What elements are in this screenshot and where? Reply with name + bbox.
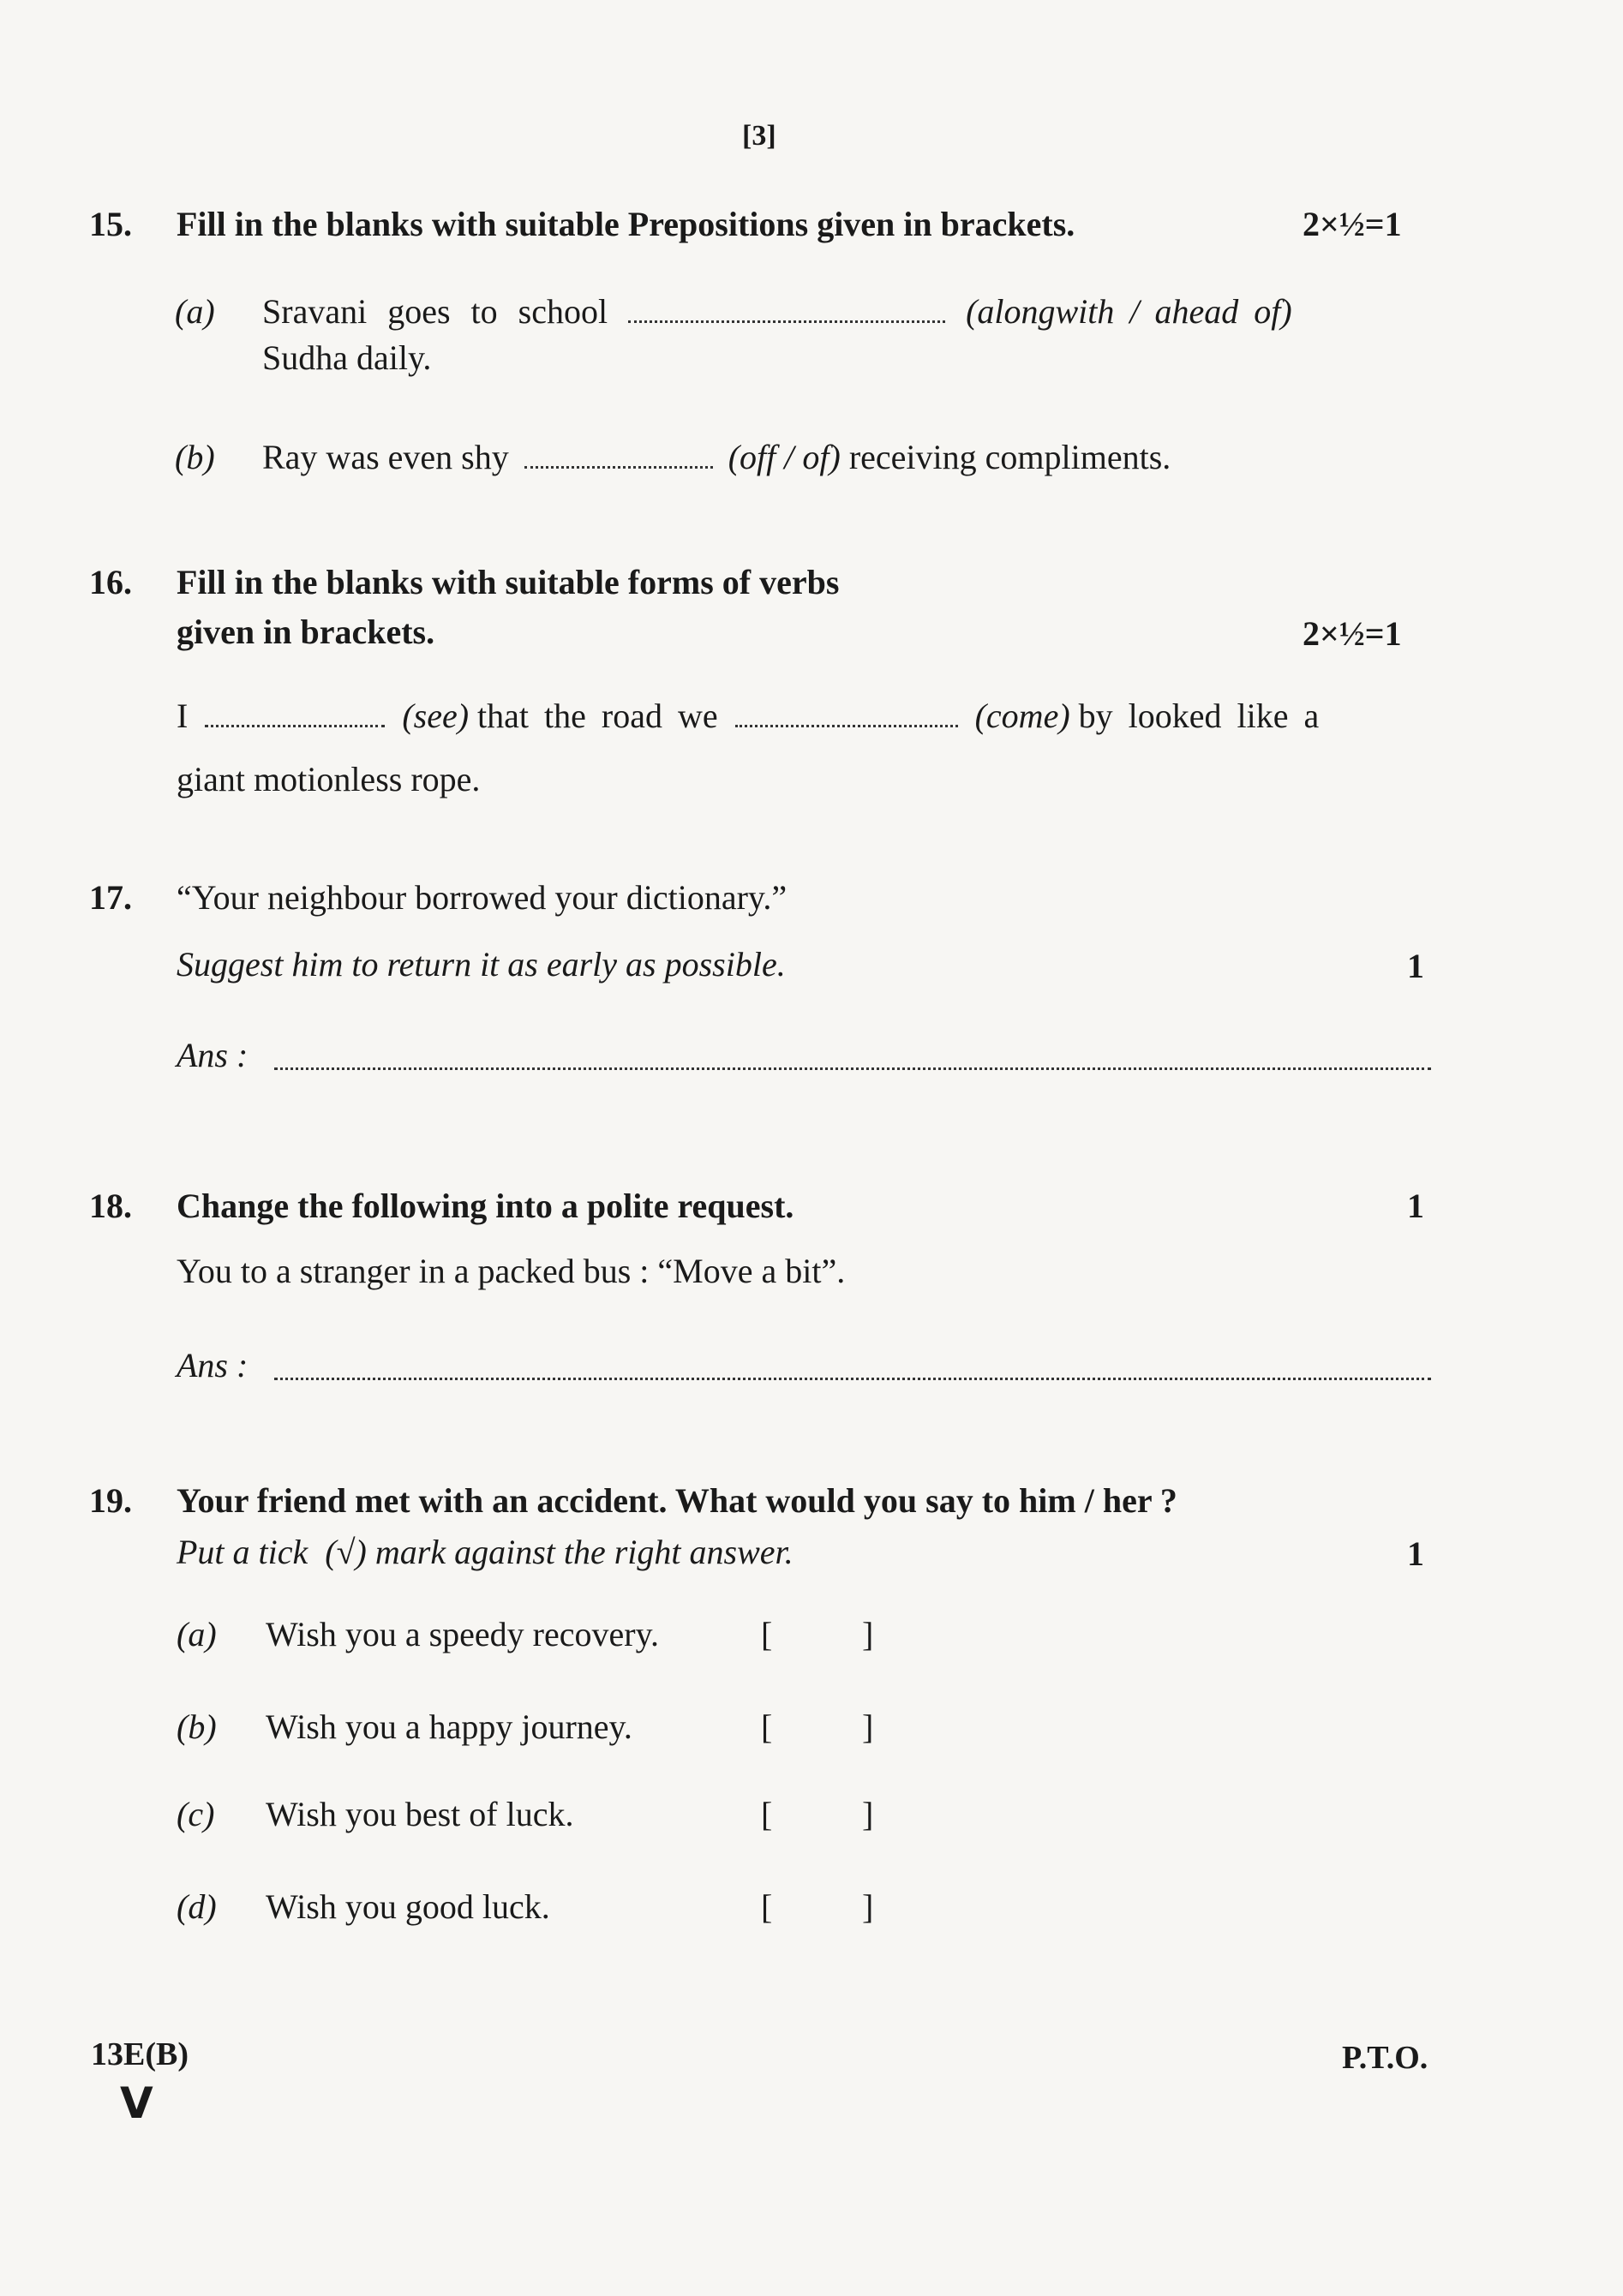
question-16-marks: 2×½=1 (1303, 614, 1402, 653)
question-16-blank-2[interactable] (735, 699, 958, 727)
question-15-marks: 2×½=1 (1303, 205, 1402, 243)
pto-label: P.T.O. (1342, 2040, 1428, 2076)
question-19-option-a-label: (a) (177, 1615, 217, 1653)
question-18-number: 18. (89, 1187, 132, 1225)
bracket-close: ] (862, 1887, 874, 1926)
question-16-instruction-line2: given in brackets. (177, 613, 435, 651)
question-16-t2: that the road we (477, 697, 718, 735)
question-19-option-b-label: (b) (177, 1707, 217, 1746)
question-19-option-a-tickbox[interactable] (761, 1614, 881, 1654)
question-15-number: 15. (89, 205, 132, 243)
paper-code: 13E(B) (91, 2036, 189, 2072)
question-17-number: 17. (89, 878, 132, 917)
bracket-open: [ (761, 1707, 773, 1746)
question-19-number: 19. (89, 1481, 132, 1520)
question-19-sub: Put a tick (√) mark against the right answer. (177, 1533, 794, 1571)
question-15-b-text (262, 433, 1171, 481)
question-15-b-blank[interactable] (524, 440, 713, 469)
question-15-b-label: (b) (175, 438, 215, 476)
question-15-a-text (262, 288, 1436, 336)
question-15-instruction: Fill in the blanks with suitable Prepositions given in brackets. (177, 205, 1075, 243)
question-19-option-a-text: Wish you a speedy recovery. (266, 1615, 659, 1653)
bracket-close: ] (862, 1615, 874, 1653)
question-17-quote: “Your neighbour borrowed your dictionary.” (177, 878, 788, 917)
question-15-b-text-end: receiving compliments. (848, 438, 1171, 476)
question-15-a-label: (a) (175, 292, 215, 331)
question-16-sentence (177, 692, 1436, 740)
question-17-ans-label: Ans : (177, 1036, 249, 1074)
question-19-option-d-label: (d) (177, 1887, 217, 1926)
question-15-a-text-start: Sravani goes to school (262, 292, 608, 331)
bracket-close: ] (862, 1795, 874, 1833)
bracket-close: ] (862, 1707, 874, 1746)
question-16-blank-1[interactable] (205, 699, 385, 727)
bracket-open: [ (761, 1887, 773, 1926)
bracket-open: [ (761, 1795, 773, 1833)
question-16-number: 16. (89, 563, 132, 601)
bracket-open: [ (761, 1615, 773, 1653)
question-19-option-c-text: Wish you best of luck. (266, 1795, 574, 1833)
question-17-task: Suggest him to return it as early as possible. (177, 945, 786, 984)
page-number: [3] (742, 120, 776, 152)
question-16-t4: giant motionless rope. (177, 760, 481, 798)
question-16-t1: I (177, 697, 189, 735)
question-19-option-b-text: Wish you a happy journey. (266, 1707, 632, 1746)
question-19-option-c-label: (c) (177, 1795, 215, 1833)
question-19-marks: 1 (1407, 1534, 1424, 1573)
question-18-marks: 1 (1407, 1187, 1424, 1225)
version-mark: V (120, 2078, 153, 2128)
question-16-choice-1: (see) (402, 697, 470, 735)
question-15-b-text-start: Ray was even shy (262, 438, 509, 476)
question-18-instruction: Change the following into a polite request. (177, 1187, 794, 1225)
question-19-option-b-tickbox[interactable] (761, 1707, 881, 1747)
question-17-marks: 1 (1407, 947, 1424, 985)
question-19-option-d-text: Wish you good luck. (266, 1887, 550, 1926)
question-15-a-blank[interactable] (628, 295, 945, 323)
question-15-a-choice: (alongwith / ahead of) (966, 292, 1292, 331)
question-18-ans-label: Ans : (177, 1346, 249, 1384)
question-16-choice-2: (come) (974, 697, 1070, 735)
question-16-instruction-line1: Fill in the blanks with suitable forms of verbs (177, 563, 840, 601)
question-15-b-choice: (off / of) (728, 438, 841, 476)
question-19-instruction: Your friend met with an accident. What would you say to him / her ? (177, 1481, 1177, 1520)
question-17-answer-line[interactable] (274, 1067, 1431, 1070)
question-18-answer-line[interactable] (274, 1378, 1431, 1380)
question-15-a-text-end: Sudha daily. (262, 338, 432, 377)
question-19-option-d-tickbox[interactable] (761, 1886, 881, 1927)
question-18-context: You to a stranger in a packed bus : “Move a bit”. (177, 1252, 846, 1290)
question-19-option-c-tickbox[interactable] (761, 1794, 881, 1834)
question-16-t3: by looked like a (1078, 697, 1320, 735)
